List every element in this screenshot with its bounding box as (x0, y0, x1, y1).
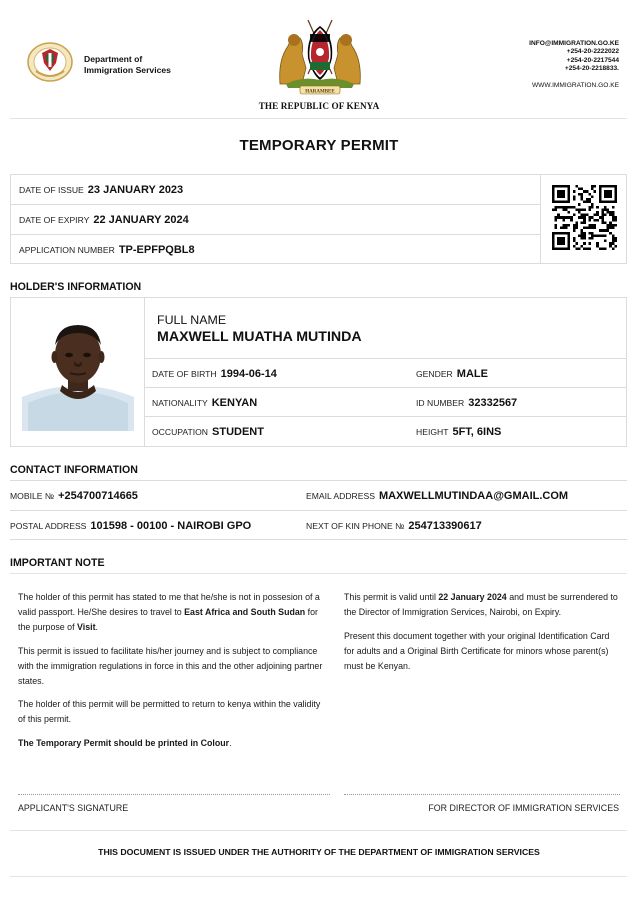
dob-field (152, 359, 277, 388)
nationality-field (152, 388, 257, 417)
footer-divider-bottom (10, 876, 627, 877)
email-field (306, 481, 568, 510)
full-name-label: FULL NAME (157, 313, 227, 327)
date-of-expiry-value: 22 JANUARY 2024 (93, 213, 189, 226)
holder-row-dob-gender (145, 359, 626, 388)
date-of-issue-label: DATE OF ISSUE (19, 184, 84, 195)
department-name-line2: Immigration Services (84, 65, 171, 75)
height-label: HEIGHT (416, 426, 449, 437)
email-value: MAXWELLMUTINDAA@GMAIL.COM (378, 489, 569, 502)
department-name-line1: Department of (84, 54, 143, 64)
note-paragraph-4: The Temporary Permit should be printed in Colour. (18, 737, 232, 748)
note-paragraph-3: The holder of this permit will be permitted to return to kenya within the validity of this permit. (18, 699, 321, 724)
motto-text: HARAMBEE (305, 89, 335, 95)
postal-value: 101598 - 00100 - NAIROBI GPO (90, 519, 252, 532)
travel-destination: East Africa and South Sudan (184, 607, 306, 617)
occupation-value: STUDENT (212, 425, 264, 438)
gender-field (416, 359, 488, 388)
note-paragraph-1: The holder of this permit has stated to me that he/she is not in possesion of a valid passport. He/She desires to travel to East Africa and South Sudan for the purpose of Visit. (18, 592, 320, 632)
holder-row-nationality-id (145, 388, 626, 417)
date-of-issue-row (11, 175, 541, 205)
id-number-value: 32332567 (468, 396, 518, 409)
postal-label: POSTAL ADDRESS (10, 520, 87, 531)
holder-row-occupation-height (145, 417, 626, 446)
occupation-field (152, 417, 264, 446)
dob-value: 1994-06-14 (220, 367, 277, 380)
note-section-title: IMPORTANT NOTE (10, 557, 105, 569)
note-divider (10, 573, 627, 574)
holder-photo (22, 319, 134, 431)
photo-cell (11, 298, 145, 446)
note-paragraph-6: Present this document together with your original Identification Card for adults and a Original Birth Certificate for minors whose parent(s) must be Kenyan. (344, 630, 610, 671)
header-contact (529, 40, 619, 74)
dob-label: DATE OF BIRTH (152, 368, 217, 379)
footer-divider-top (10, 830, 627, 831)
header-divider (10, 118, 627, 119)
footer-authority-statement: THIS DOCUMENT IS ISSUED UNDER THE AUTHORITY OF THE DEPARTMENT OF IMMIGRATION SERVICES (98, 847, 540, 857)
height-field (416, 417, 501, 446)
holder-information (10, 297, 627, 447)
gender-label: GENDER (416, 368, 453, 379)
mobile-label: MOBILE № (10, 490, 55, 501)
document-header (0, 0, 638, 118)
application-number-row (11, 235, 541, 265)
applicant-signature-label: APPLICANT'S SIGNATURE (18, 803, 129, 813)
republic-name: THE REPUBLIC OF KENYA (258, 101, 380, 111)
mobile-value: +254700714665 (58, 489, 138, 502)
header-phone-3: +254-20-2218833. (564, 65, 619, 73)
application-number-value: TP-EPFPQBL8 (118, 244, 195, 256)
travel-purpose: Visit (77, 622, 96, 632)
nationality-value: KENYAN (211, 396, 258, 409)
director-signature-line (344, 794, 620, 795)
mobile-field (10, 481, 138, 510)
date-of-issue-value: 23 JANUARY 2023 (87, 183, 184, 196)
note-column-right (344, 590, 620, 682)
date-of-expiry-row (11, 205, 541, 235)
occupation-label: OCCUPATION (152, 426, 209, 437)
kin-phone-field (306, 511, 482, 540)
kin-phone-value: 254713390617 (408, 519, 482, 532)
contact-section-title: CONTACT INFORMATION (10, 464, 138, 476)
height-value: 5FT, 6INS (452, 425, 502, 438)
note-paragraph-2: This permit is issued to facilitate his/her journey and is subject to compliance with the immigration regulations in force in this and the other adjoining partner states. (18, 645, 323, 686)
header-website: WWW.IMMIGRATION.GO.KE (531, 82, 619, 89)
id-number-label: ID NUMBER (416, 397, 465, 408)
valid-until-date: 22 January 2024 (438, 592, 507, 602)
qr-code-cell (540, 175, 627, 263)
note-column-left (18, 590, 330, 759)
holder-section-title: HOLDER'S INFORMATION (10, 281, 142, 293)
application-number-label: APPLICATION NUMBER (19, 245, 115, 255)
gender-value: MALE (456, 367, 488, 380)
full-name-value: MAXWELL MUATHA MUTINDA (157, 329, 362, 345)
department-name (84, 54, 171, 76)
contact-row-postal-kin (10, 510, 627, 540)
kin-phone-label: NEXT OF KIN PHONE № (306, 520, 405, 531)
document-title: TEMPORARY PERMIT (239, 137, 399, 154)
note-paragraph-5: This permit is valid until 22 January 2024 and must be surrendered to the Director of Immigration Services, Nairobi, on Expiry. (344, 592, 618, 617)
full-name-block (145, 298, 626, 359)
coat-of-arms-icon (272, 14, 368, 98)
header-phone-2: +254-20-2217544 (566, 56, 619, 64)
department-logo-icon (26, 41, 74, 83)
id-number-field (416, 388, 517, 417)
date-of-expiry-label: DATE OF EXPIRY (19, 214, 90, 225)
qr-code-icon (552, 185, 617, 250)
contact-row-mobile-email (10, 480, 627, 510)
header-email: INFO@IMMIGRATION.GO.KE (529, 40, 619, 47)
applicant-signature-line (18, 794, 330, 795)
header-phone-1: +254-20-2222022 (566, 48, 619, 56)
email-label: EMAIL ADDRESS (306, 490, 375, 501)
postal-field (10, 511, 251, 540)
issue-details (10, 174, 627, 264)
nationality-label: NATIONALITY (152, 397, 208, 408)
director-signature-label: FOR DIRECTOR OF IMMIGRATION SERVICES (428, 803, 619, 813)
